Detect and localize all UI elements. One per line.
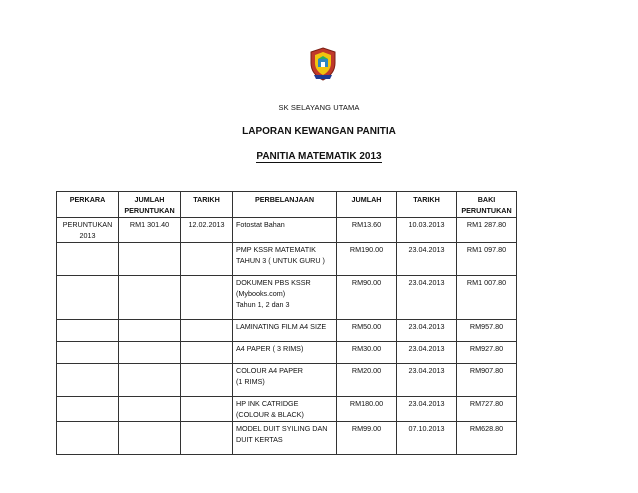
cell-perkara <box>57 397 119 422</box>
cell-tarikh: 12.02.2013 <box>181 218 233 243</box>
table-row <box>57 276 517 320</box>
table-row <box>57 364 517 397</box>
school-name: SK SELAYANG UTAMA <box>278 103 360 112</box>
table-header-row <box>57 192 517 218</box>
cell-perkara <box>57 320 119 342</box>
cell-jumlah-peruntukan <box>119 422 181 455</box>
cell-tarikh-2: 07.10.2013 <box>397 422 457 455</box>
cell-baki-peruntukan: RM1 287.80 <box>457 218 517 243</box>
cell-tarikh-2: 23.04.2013 <box>397 276 457 320</box>
cell-jumlah: RM30.00 <box>337 342 397 364</box>
cell-baki-peruntukan: RM727.80 <box>457 397 517 422</box>
cell-jumlah: RM180.00 <box>337 397 397 422</box>
cell-tarikh-2: 23.04.2013 <box>397 320 457 342</box>
cell-jumlah: RM20.00 <box>337 364 397 397</box>
header-jumlah: JUMLAH <box>337 192 397 218</box>
header-jumlah-peruntukan: JUMLAH PERUNTUKAN <box>119 192 181 218</box>
cell-tarikh <box>181 243 233 276</box>
cell-tarikh <box>181 342 233 364</box>
cell-jumlah: RM50.00 <box>337 320 397 342</box>
table-row <box>57 342 517 364</box>
cell-jumlah-peruntukan <box>119 320 181 342</box>
cell-tarikh <box>181 364 233 397</box>
cell-tarikh <box>181 320 233 342</box>
cell-baki-peruntukan: RM957.80 <box>457 320 517 342</box>
header-tarikh: TARIKH <box>181 192 233 218</box>
cell-perbelanjaan: HP INK CATRIDGE (COLOUR & BLACK) <box>233 397 337 422</box>
table-row <box>57 320 517 342</box>
table-row <box>57 243 517 276</box>
cell-tarikh-2: 23.04.2013 <box>397 397 457 422</box>
cell-baki-peruntukan: RM1 097.80 <box>457 243 517 276</box>
cell-jumlah-peruntukan <box>119 243 181 276</box>
cell-perkara: PERUNTUKAN 2013 <box>57 218 119 243</box>
cell-jumlah: RM99.00 <box>337 422 397 455</box>
cell-jumlah-peruntukan: RM1 301.40 <box>119 218 181 243</box>
cell-perbelanjaan: A4 PAPER ( 3 RIMS) <box>233 342 337 364</box>
cell-tarikh <box>181 276 233 320</box>
cell-tarikh <box>181 397 233 422</box>
cell-perbelanjaan: COLOUR A4 PAPER (1 RIMS) <box>233 364 337 397</box>
cell-perkara <box>57 243 119 276</box>
cell-perbelanjaan: Fotostat Bahan <box>233 218 337 243</box>
cell-tarikh-2: 10.03.2013 <box>397 218 457 243</box>
cell-perkara <box>57 364 119 397</box>
cell-baki-peruntukan: RM927.80 <box>457 342 517 364</box>
cell-jumlah-peruntukan <box>119 397 181 422</box>
header-tarikh-2: TARIKH <box>397 192 457 218</box>
report-subtitle: PANITIA MATEMATIK 2013 <box>256 151 382 162</box>
cell-perkara <box>57 422 119 455</box>
financial-report-table <box>56 191 517 455</box>
cell-baki-peruntukan: RM1 007.80 <box>457 276 517 320</box>
table-row <box>57 397 517 422</box>
cell-tarikh <box>181 422 233 455</box>
cell-perbelanjaan: MODEL DUIT SYILING DAN DUIT KERTAS <box>233 422 337 455</box>
cell-tarikh-2: 23.04.2013 <box>397 364 457 397</box>
cell-jumlah-peruntukan <box>119 364 181 397</box>
cell-perkara <box>57 342 119 364</box>
cell-perbelanjaan: PMP KSSR MATEMATIK TAHUN 3 ( UNTUK GURU ) <box>233 243 337 276</box>
cell-perbelanjaan: DOKUMEN PBS KSSR (Mybooks.com) Tahun 1, 2 dan 3 <box>233 276 337 320</box>
cell-perbelanjaan: LAMINATING FILM A4 SIZE <box>233 320 337 342</box>
header-baki-peruntukan: BAKI PERUNTUKAN <box>457 192 517 218</box>
cell-jumlah: RM90.00 <box>337 276 397 320</box>
school-crest-icon <box>308 47 338 81</box>
header-perkara: PERKARA <box>57 192 119 218</box>
cell-tarikh-2: 23.04.2013 <box>397 342 457 364</box>
cell-baki-peruntukan: RM628.80 <box>457 422 517 455</box>
table-row <box>57 422 517 455</box>
cell-jumlah-peruntukan <box>119 342 181 364</box>
cell-baki-peruntukan: RM907.80 <box>457 364 517 397</box>
header-perbelanjaan: PERBELANJAAN <box>233 192 337 218</box>
cell-jumlah: RM190.00 <box>337 243 397 276</box>
cell-jumlah-peruntukan <box>119 276 181 320</box>
cell-jumlah: RM13.60 <box>337 218 397 243</box>
table-row <box>57 218 517 243</box>
report-title: LAPORAN KEWANGAN PANITIA <box>242 126 396 137</box>
cell-tarikh-2: 23.04.2013 <box>397 243 457 276</box>
cell-perkara <box>57 276 119 320</box>
